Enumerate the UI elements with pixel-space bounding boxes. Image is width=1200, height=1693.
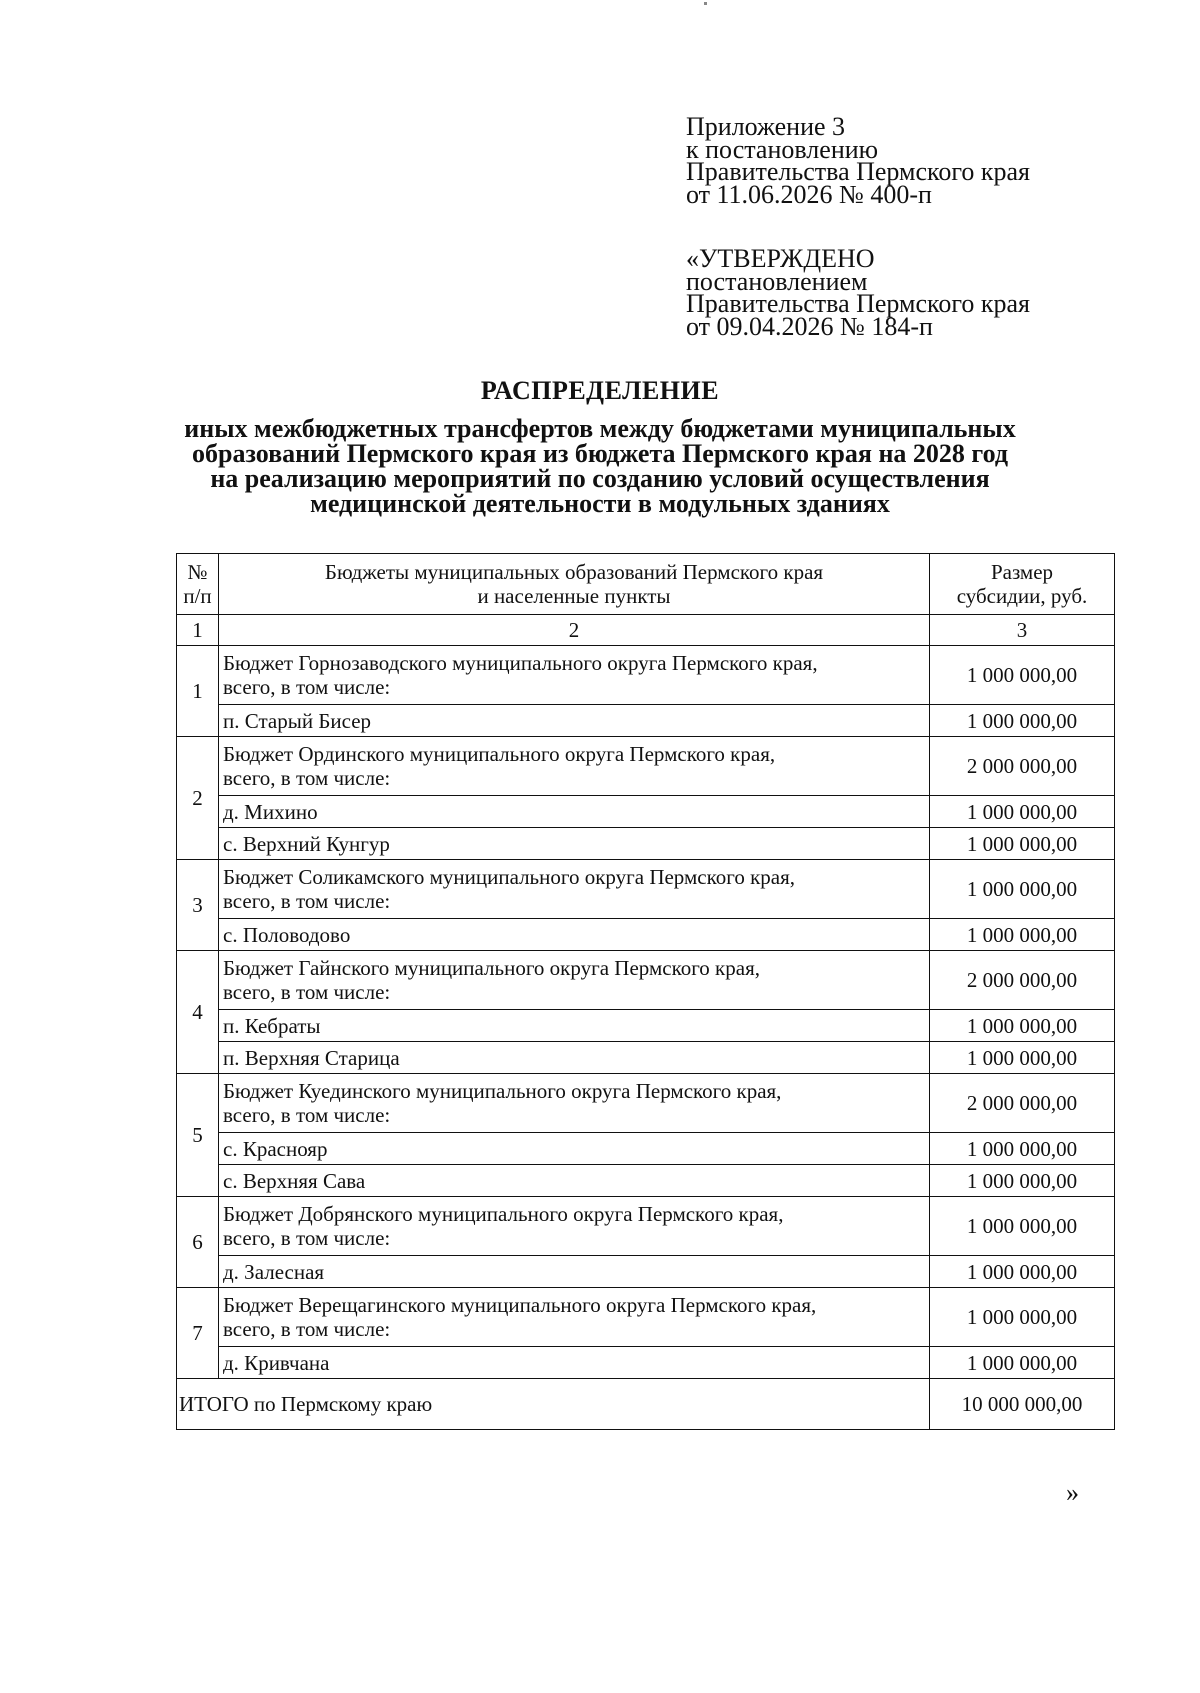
table-row-budget — [177, 646, 1115, 705]
settlement-name: д. Залесная — [219, 1256, 930, 1288]
budget-name-line: всего, в том числе: — [223, 1317, 391, 1341]
budget-name — [219, 1197, 930, 1256]
budget-name-line: Бюджет Верещагинского муниципального округа Пермского края, — [223, 1293, 817, 1317]
budget-name — [219, 1288, 930, 1347]
column-number-row — [177, 615, 1115, 646]
budget-name — [219, 737, 930, 796]
settlement-name: п. Старый Бисер — [219, 705, 930, 737]
table-row-settlement — [177, 1133, 1115, 1165]
table-row-settlement — [177, 1042, 1115, 1074]
settlement-amount: 1 000 000,00 — [930, 1347, 1115, 1379]
header-name-line: Бюджеты муниципальных образований Пермского края — [324, 560, 824, 584]
document-title: РАСПРЕДЕЛЕНИЕ — [480, 376, 720, 405]
table-row-settlement — [177, 796, 1115, 828]
row-number: 1 — [177, 646, 219, 737]
approval-line: Правительства Пермского края — [686, 289, 1030, 318]
settlement-amount: 1 000 000,00 — [930, 705, 1115, 737]
budget-amount: 2 000 000,00 — [930, 1074, 1115, 1133]
settlement-name: п. Кебраты — [219, 1010, 930, 1042]
table-row-settlement — [177, 1165, 1115, 1197]
header-name — [219, 554, 930, 615]
budget-name-line: Бюджет Соликамского муниципального округа Пермского края, — [223, 865, 796, 889]
settlement-amount: 1 000 000,00 — [930, 919, 1115, 951]
distribution-table — [176, 553, 1115, 1430]
budget-amount: 1 000 000,00 — [930, 860, 1115, 919]
budget-name-line: всего, в том числе: — [223, 1226, 391, 1250]
budget-name-line: Бюджет Добрянского муниципального округа Пермского края, — [223, 1202, 784, 1226]
budget-amount: 2 000 000,00 — [930, 951, 1115, 1010]
header-name-line: и населенные пункты — [477, 584, 671, 608]
budget-name-line: Бюджет Ординского муниципального округа Пермского края, — [223, 742, 776, 766]
table-row-budget — [177, 860, 1115, 919]
budget-name-line: всего, в том числе: — [223, 766, 391, 790]
header-num-line: п/п — [183, 584, 212, 608]
budget-amount: 1 000 000,00 — [930, 646, 1115, 705]
scan-speck — [704, 2, 707, 5]
document-subtitle — [150, 416, 1050, 516]
budget-name-line: всего, в том числе: — [223, 980, 391, 1004]
table-row-settlement — [177, 1347, 1115, 1379]
column-number: 3 — [930, 615, 1115, 646]
settlement-amount: 1 000 000,00 — [930, 1256, 1115, 1288]
table-row-settlement — [177, 1010, 1115, 1042]
annex-line: Приложение 3 — [686, 112, 846, 141]
subtitle-line: на реализацию мероприятий по созданию условий осуществления — [210, 464, 990, 493]
settlement-amount: 1 000 000,00 — [930, 828, 1115, 860]
table-row-settlement — [177, 1256, 1115, 1288]
budget-name-line: Бюджет Гайнского муниципального округа Пермского края, — [223, 956, 760, 980]
settlement-amount: 1 000 000,00 — [930, 1165, 1115, 1197]
annex-line: от 11.06.2026 № 400-п — [686, 179, 932, 209]
header-num — [177, 554, 219, 615]
header-amount-line: Размер — [990, 560, 1054, 584]
approval-block — [686, 244, 1030, 341]
annex-line: Правительства Пермского края — [686, 157, 1030, 186]
row-number: 3 — [177, 860, 219, 951]
settlement-name: д. Кривчана — [219, 1347, 930, 1379]
table-row-settlement — [177, 919, 1115, 951]
budget-name-line: всего, в том числе: — [223, 1103, 391, 1127]
subtitle-line: медицинской деятельности в модульных зданиях — [310, 489, 890, 518]
settlement-name: с. Верхний Кунгур — [219, 828, 930, 860]
budget-name — [219, 860, 930, 919]
approval-line: «УТВЕРЖДЕНО — [686, 244, 875, 273]
row-number: 7 — [177, 1288, 219, 1379]
header-amount-line: субсидии, руб. — [956, 584, 1088, 608]
settlement-amount: 1 000 000,00 — [930, 1133, 1115, 1165]
settlement-name: с. Краснояр — [219, 1133, 930, 1165]
closing-quote: » — [1066, 1478, 1079, 1507]
settlement-name: п. Верхняя Старица — [219, 1042, 930, 1074]
table-row-budget — [177, 1074, 1115, 1133]
table-row-budget — [177, 1288, 1115, 1347]
table-row-budget — [177, 1197, 1115, 1256]
table-row-settlement — [177, 705, 1115, 737]
annex-line: к постановлению — [686, 134, 879, 164]
row-number: 4 — [177, 951, 219, 1074]
total-amount: 10 000 000,00 — [930, 1379, 1115, 1430]
settlement-amount: 1 000 000,00 — [930, 796, 1115, 828]
header-num-line: № — [187, 560, 208, 584]
budget-name — [219, 951, 930, 1010]
annex-block — [686, 112, 1030, 209]
header-amount — [930, 554, 1115, 615]
settlement-name: с. Половодово — [219, 919, 930, 951]
total-label: ИТОГО по Пермскому краю — [177, 1379, 930, 1430]
budget-amount: 1 000 000,00 — [930, 1197, 1115, 1256]
row-number: 2 — [177, 737, 219, 860]
settlement-amount: 1 000 000,00 — [930, 1010, 1115, 1042]
approval-line: от 09.04.2026 № 184-п — [686, 311, 933, 341]
budget-name-line: всего, в том числе: — [223, 675, 391, 699]
row-number: 6 — [177, 1197, 219, 1288]
row-number: 5 — [177, 1074, 219, 1197]
budget-amount: 1 000 000,00 — [930, 1288, 1115, 1347]
table-header-row — [177, 554, 1115, 615]
settlement-name: д. Михино — [219, 796, 930, 828]
column-number: 2 — [219, 615, 930, 646]
approval-line: постановлением — [686, 266, 868, 296]
distribution-table-body — [177, 554, 1115, 1430]
budget-name-line: Бюджет Горнозаводского муниципального округа Пермского края, — [223, 651, 818, 675]
budget-name — [219, 646, 930, 705]
table-row-budget — [177, 737, 1115, 796]
budget-amount: 2 000 000,00 — [930, 737, 1115, 796]
budget-name — [219, 1074, 930, 1133]
subtitle-line: иных межбюджетных трансфертов между бюджетами муниципальных — [184, 414, 1016, 443]
budget-name-line: Бюджет Куединского муниципального округа Пермского края, — [223, 1079, 782, 1103]
subtitle-line: образований Пермского края из бюджета Пермского края на 2028 год — [191, 439, 1008, 468]
table-row-total — [177, 1379, 1115, 1430]
table-row-settlement — [177, 828, 1115, 860]
table-row-budget — [177, 951, 1115, 1010]
column-number: 1 — [177, 615, 219, 646]
budget-name-line: всего, в том числе: — [223, 889, 391, 913]
settlement-name: с. Верхняя Сава — [219, 1165, 930, 1197]
settlement-amount: 1 000 000,00 — [930, 1042, 1115, 1074]
